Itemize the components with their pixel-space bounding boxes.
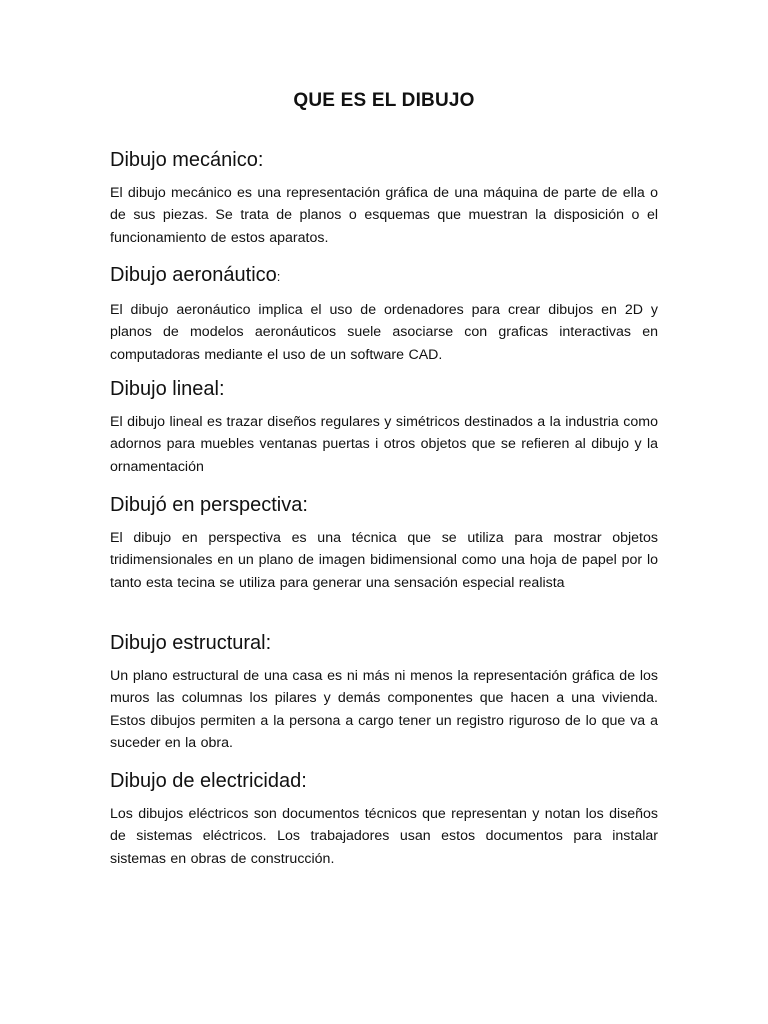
- section-heading: Dibujó en perspectiva:: [110, 494, 308, 516]
- section-paragraph: Los dibujos eléctricos son documentos técnicos que representan y notan los diseños de sistemas eléctricos. Los trabajadores usan estos documentos para instalar sistemas en obras de construcción.: [110, 806, 658, 867]
- section-paragraph: El dibujo en perspectiva es una técnica que se utiliza para mostrar objetos tridimensionales en un plano de imagen bidimensional como una hoja de papel por lo tanto esta tecina se utiliza para generar una sensación especial realista: [110, 530, 658, 591]
- section-heading-colon: :: [276, 269, 281, 284]
- section-dibujo-lineal: [110, 377, 658, 478]
- section-dibujo-aeronautico: [110, 263, 658, 366]
- section-heading: Dibujo lineal:: [110, 378, 225, 400]
- section-dibujo-estructural: [110, 631, 658, 754]
- section-dibujo-perspectiva: [110, 493, 658, 594]
- document-page: [110, 0, 658, 1024]
- section-dibujo-electricidad: [110, 769, 658, 870]
- section-paragraph: El dibujo mecánico es una representación gráfica de una máquina de parte de ella o de sus piezas. Se trata de planos o esquemas que muestran la disposición o el funcionamiento de estos aparatos.: [110, 185, 658, 246]
- section-paragraph: Un plano estructural de una casa es ni más ni menos la representación gráfica de los muros las columnas los pilares y demás componentes que hacen a una vivienda. Estos dibujos permiten a la persona a cargo tener un registro riguroso de lo que va a suceder en la obra.: [110, 668, 658, 751]
- section-heading-text: Dibujo aeronáutico: [110, 264, 277, 286]
- section-dibujo-mecanico: [110, 148, 658, 249]
- section-heading: Dibujo de electricidad:: [110, 770, 307, 792]
- page-title: QUE ES EL DIBUJO: [293, 90, 475, 111]
- section-paragraph: El dibujo lineal es trazar diseños regulares y simétricos destinados a la industria como adornos para muebles ventanas puertas i otros objetos que se refieren al dibujo y la ornamentación: [110, 414, 658, 475]
- section-paragraph: El dibujo aeronáutico implica el uso de ordenadores para crear dibujos en 2D y planos de modelos aeronáuticos suele asociarse con graficas interactivas en computadoras mediante el uso de un software CAD.: [110, 302, 658, 363]
- section-heading: Dibujo estructural:: [110, 632, 272, 654]
- section-heading: [110, 263, 658, 289]
- section-heading: Dibujo mecánico:: [110, 149, 264, 171]
